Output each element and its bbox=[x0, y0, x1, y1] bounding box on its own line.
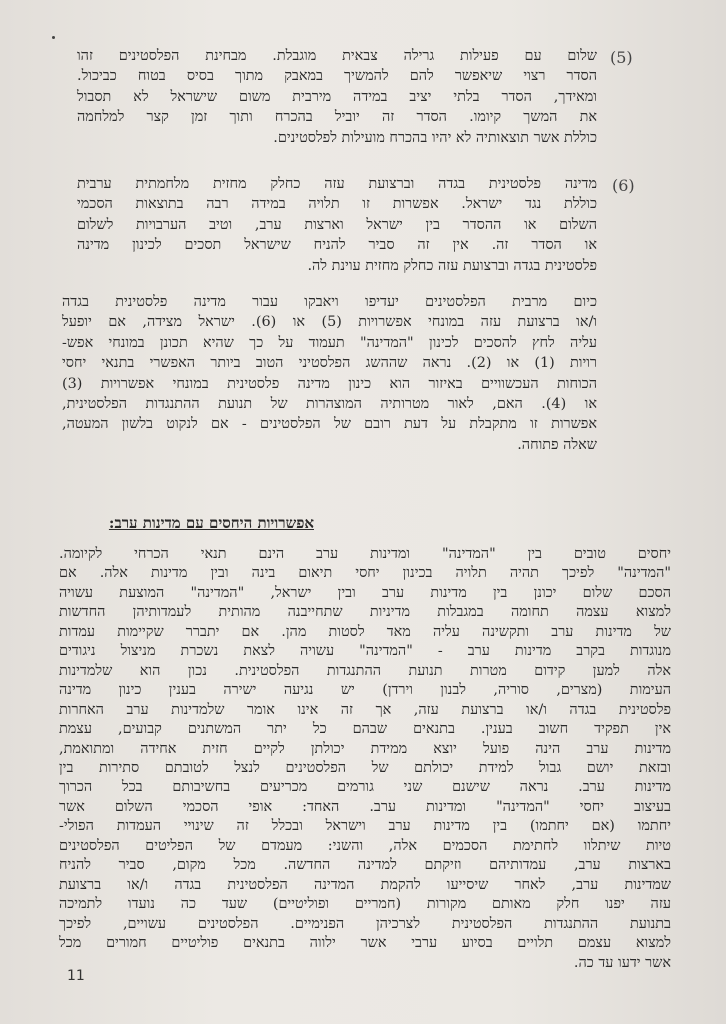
text-line: שאלה פתוחה. bbox=[517, 436, 597, 453]
text-line: מנוגדות בקרב מדינות ערב - "המדינה" עשויה לצאת נשכרת מניצול ניגודים bbox=[59, 643, 671, 660]
text-line: למצוא עצמם תלויים בסיוע ערבי אשר ילווה בתנאים פוליטיים חמורים מכל bbox=[59, 935, 671, 952]
text-line: מדינה פלסטינית בגדה וברצועת עזה כחלק מחזית מלחמתית ערבית bbox=[77, 176, 597, 192]
text-line: שמדינות ערב, לאחר שיסייעו להקמת המדינה הפלסטינית בגדה ו/או ברצועת bbox=[59, 876, 671, 893]
text-line: רויות (1) או (2). נראה שההשג הפלסטיני הטוב ביותר האפשרי בתנאי יחסי bbox=[62, 355, 597, 372]
text-line: או (4). האם, לאור מטרותיה המוצהרות של תנועת ההתנגדות הפלסטינית, bbox=[62, 396, 597, 413]
text-line: טיות שיתלוו לחתימת הסכמים אלה, והשני: מעמדם של הפליטים הפלסטינים bbox=[59, 837, 671, 854]
text-line: יחתמו (אם יחתמו) בין מדינות ערב וישראל ובכלל זה שינויי העמדות הפולי- bbox=[59, 818, 671, 835]
item-number-5: (5) bbox=[610, 48, 633, 67]
text-line: מדינות ערב. נראה שישנם שני גורמים מכריעים בחשיבותם בכל הכרוך bbox=[59, 779, 671, 796]
text-line: "המדינה" לפיכך תהיה תלויה בכינון יחסי תיאום בינה ובין מדינות אלה. אם bbox=[59, 565, 671, 582]
text-line: פלסטינית בגדה וברצועת עזה כחלק מחזית עוינת לה. bbox=[307, 257, 597, 274]
text-line: יחסים טובים בין "המדינה" ומדינות ערב הינם תנאי הכרחי לקיומה. bbox=[59, 546, 671, 562]
section-paragraph bbox=[59, 545, 671, 973]
item-5-text bbox=[77, 46, 597, 148]
text-line: ומאידך, הסדר בלתי יציב במידה מירבית משום שישראל לא תסבול bbox=[77, 88, 597, 105]
text-line: העימות (מצרים, סוריה, לבנון וירדן) יש נגיעה ישירה בענין כינון מדינה bbox=[59, 682, 671, 699]
text-line: כוללת נגד ישראל. אפשרות זו תלויה במידה רבה בתוצאות הסכמי bbox=[77, 196, 597, 213]
text-line: למצוא עצמה תחומה במגבלות מדיניות שתחייבנה מהותית לעמדותיהן החדשות bbox=[59, 604, 671, 621]
text-line: הסדר רצוי שיאפשר להם להמשיך במאבק מתוך בסיס בטוח כביכול. bbox=[77, 68, 597, 85]
text-line: את המשך קיומו. הסדר זה יוביל בהכרח ותוך זמן קצר למלחמה bbox=[77, 109, 597, 126]
text-line: בעיצוב יחסי "המדינה" ומדינות ערב. האחד: אופי הסכמי השלום אשר bbox=[59, 798, 671, 815]
text-line: מדינות ערב הינה פועל יוצא ממידת יכולתן לקיים חזית אחידה ומתואמת, bbox=[59, 740, 671, 757]
text-line: בארצות ערב, עמדותיהם וזיקתם למדינה החדשה. מכל מקום, סביר להניח bbox=[59, 857, 671, 874]
text-line: עליה לחץ להסכים לכינון "המדינה" תעמוד על כך שהיא תכונן במונחי אפש- bbox=[62, 334, 597, 351]
text-line: ו/או ברצועת עזה במונחי אפשרויות (5) או (6). ישראל מצידה, אם יופעל bbox=[62, 314, 597, 331]
text-line: הכוחות העכשוויים באיזור הוא כינון מדינה פלסטינית במונחי אפשרויות (3) bbox=[62, 375, 597, 392]
text-line: אין תפקיד חשוב בענין. בתנאים שבהם כל יתר המשתנים קבועים, עצמת bbox=[59, 721, 671, 738]
text-line: הסכם שלום יכונן בין מדינות ערב ובין ישראל, "המדינה" המוצעת עשויה bbox=[59, 584, 671, 601]
summary-paragraph bbox=[62, 292, 597, 455]
text-line: כוללת אשר תוצאותיה לא יהיו בהכרח מועילות לפלסטינים. bbox=[273, 129, 597, 146]
text-line: עזה יפנו חלק מאותם מקורות (חמריים ופוליטיים) שעד כה נועדו לתמיכה bbox=[59, 896, 671, 913]
text-line: ובזאת יושם גבול למידת יכולתם של הפלסטינים לנצל לטובתם סתירות בין bbox=[59, 759, 671, 776]
text-line: או הסדר זה. אין זה סביר להניח שישראל תסכים לכינון מדינה bbox=[77, 237, 597, 254]
page-number: 11 bbox=[67, 968, 85, 984]
speck-mark bbox=[52, 36, 55, 39]
text-line: כיום מרבית הפלסטינים יעדיפו ויאבקו עבור מדינה פלסטינית בגדה bbox=[62, 294, 597, 310]
text-line: אפשרות זו מתקבלת על דעת רובם של הפלסטינים - אם לנקוט בלשון המעטה, bbox=[62, 416, 597, 433]
text-line: בתנועת ההתנגדות הפלסטינית לצרכיהן הפנימיים. הפלסטינים עשויים, לפיכך bbox=[59, 915, 671, 932]
text-line: השלום או ההסדר בין ישראל וארצות ערב, וטיב הערבויות לשלום bbox=[77, 216, 597, 233]
text-line: אלה למען קידום מטרות תנועת ההתנגדות הפלסטינית. נכון הוא שלמדינות bbox=[59, 662, 671, 679]
text-line: שלום עם פעילות גרילה צבאית מוגבלת. מבחינת הפלסטינים זהו bbox=[77, 48, 597, 64]
section-heading: אפשרויות היחסים עם מדינות ערב: bbox=[108, 514, 314, 532]
text-line: אשר ידעו עד כה. bbox=[573, 954, 671, 971]
item-6-text bbox=[77, 174, 597, 276]
text-line: פלסטינית בגדה ו/או ברצועת עזה, אך זה אינו אומר שלמדינות ערב האחרות bbox=[59, 701, 671, 718]
text-line: של מדינות ערב ותקשינה עליה מאד לסטות מהן. אם יתברר שקיימות עמדות bbox=[59, 623, 671, 640]
item-number-6: (6) bbox=[612, 176, 635, 195]
